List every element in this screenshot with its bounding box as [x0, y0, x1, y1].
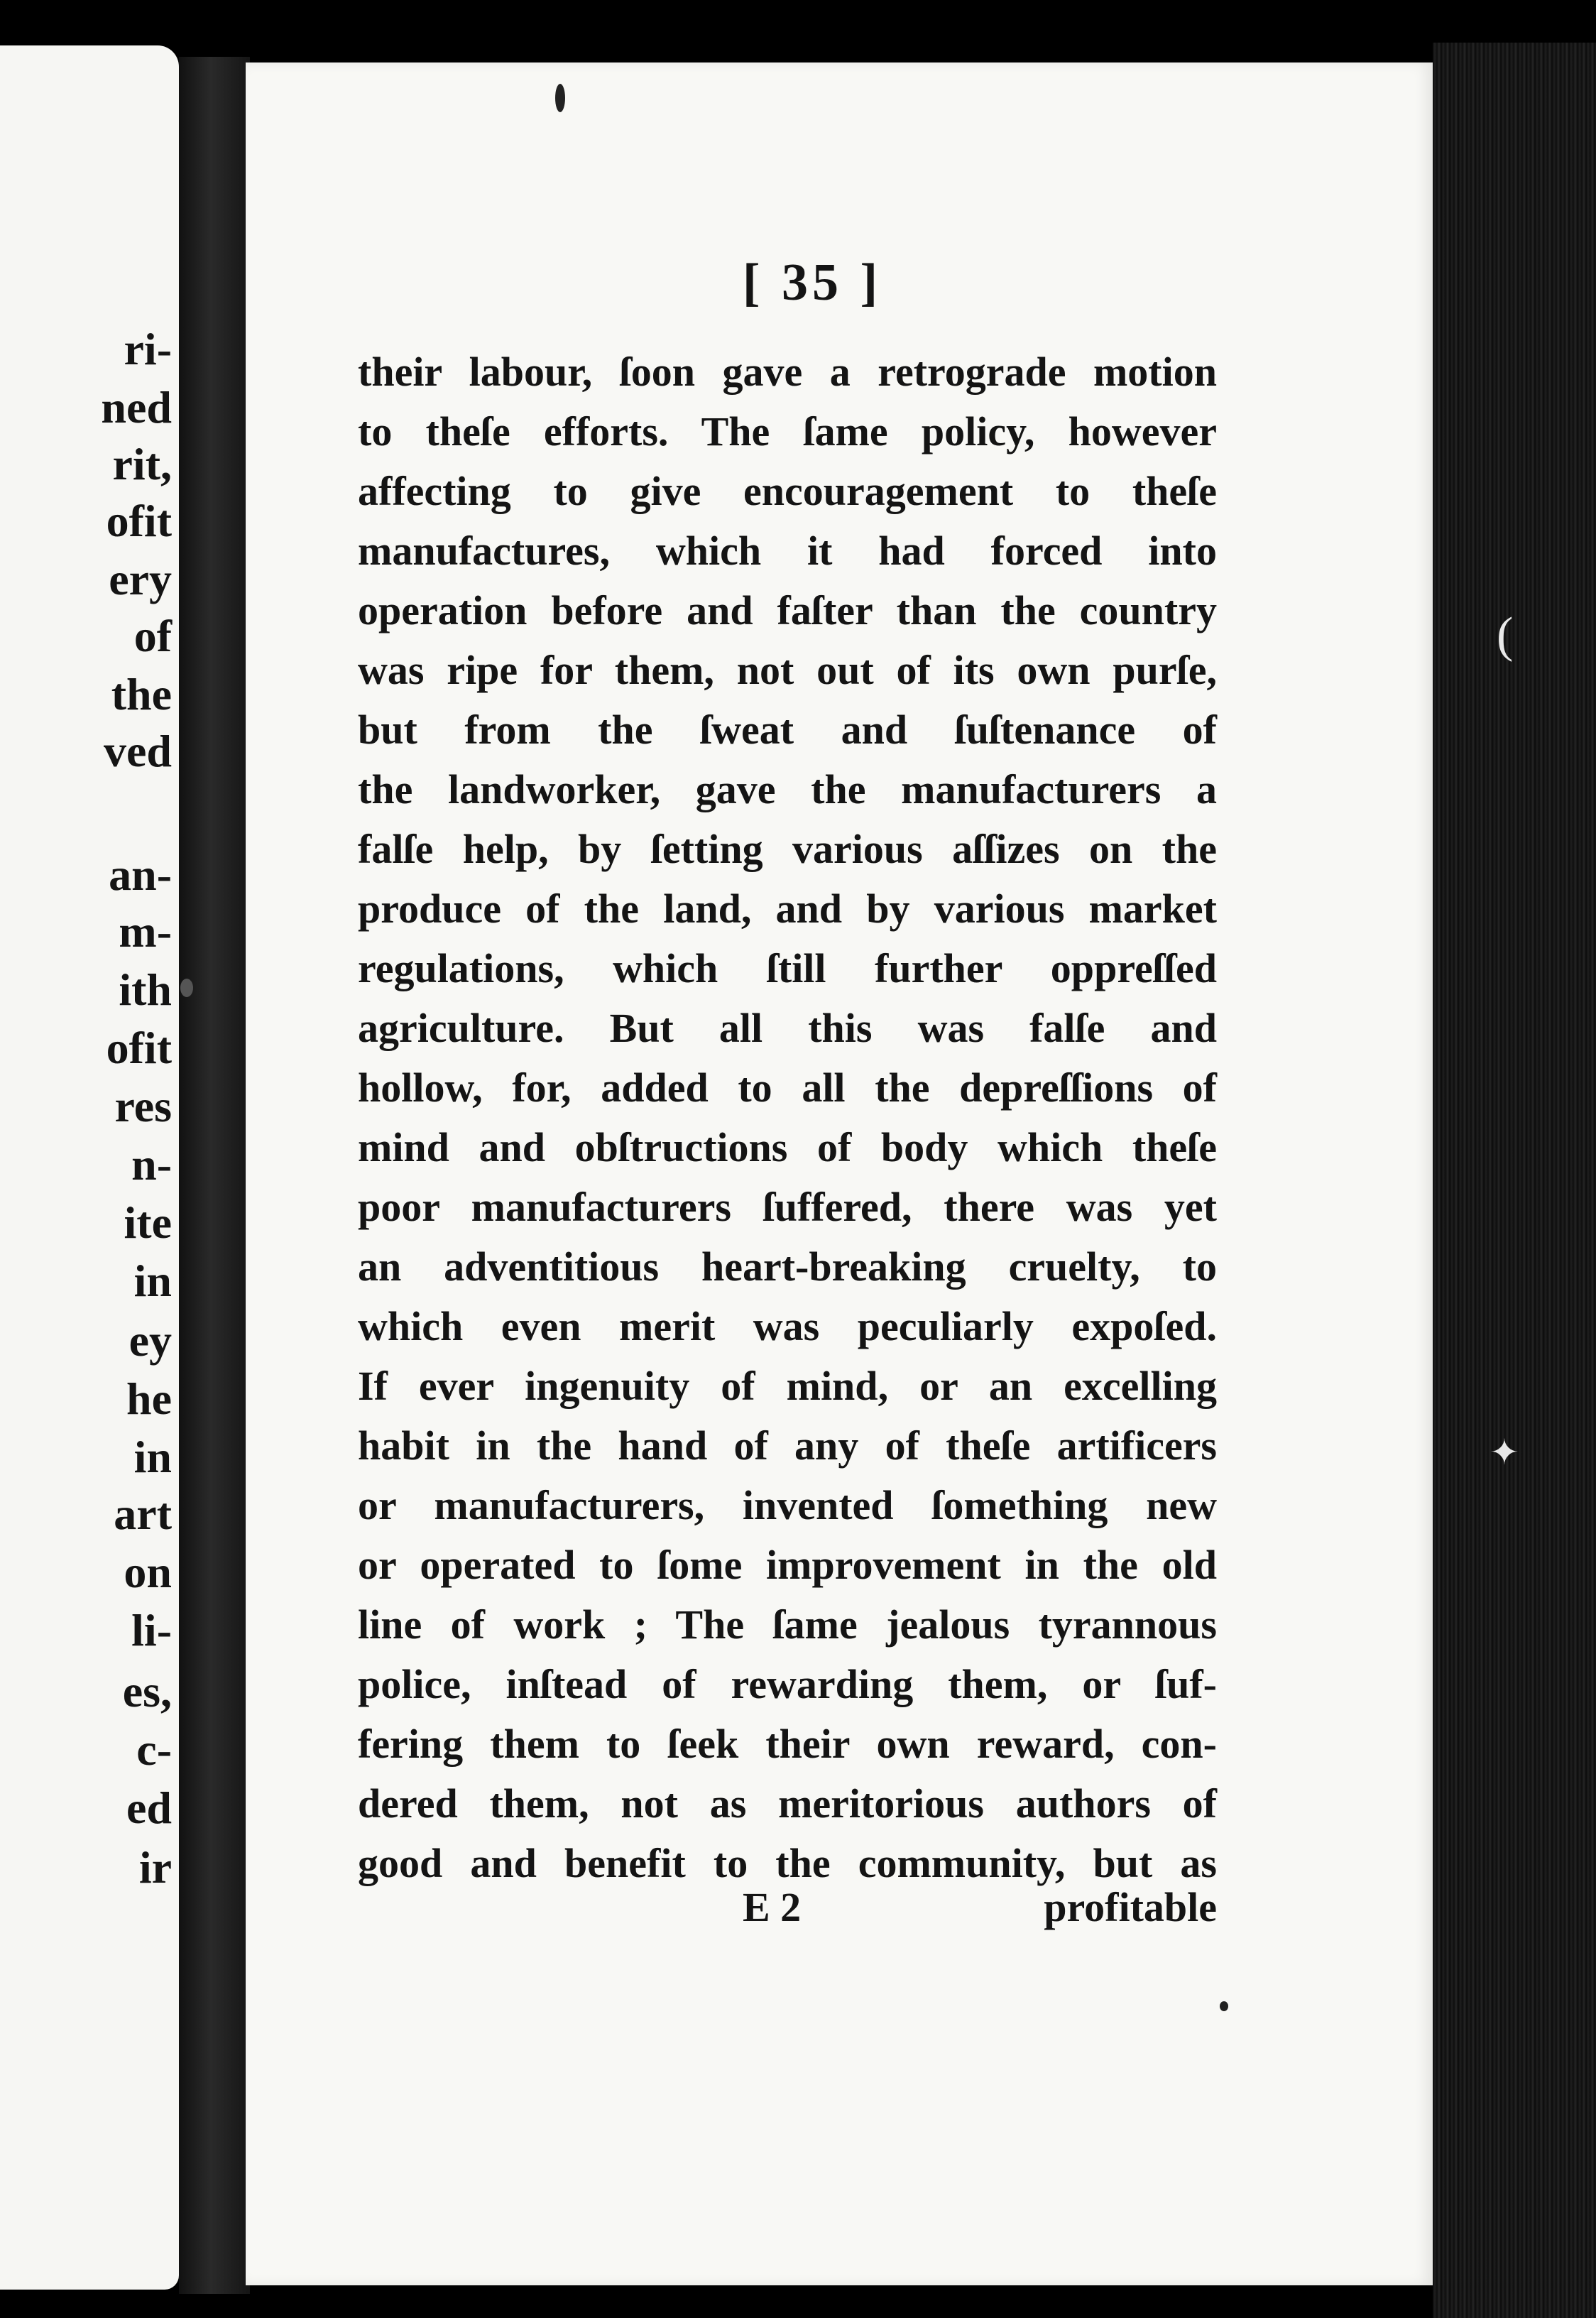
left-page-line: ery: [109, 554, 172, 604]
paper-speck: [555, 84, 565, 112]
left-page-line: ri-: [124, 324, 172, 374]
text-line: falſe help, by ſetting various aſſizes on the: [358, 826, 1217, 872]
left-page-line: ofit: [106, 496, 172, 546]
page-footer: [358, 1878, 1217, 1937]
text-line: agriculture. But all this was falſe and: [358, 1005, 1217, 1051]
left-page-line: in: [133, 1256, 172, 1306]
left-page-line: the: [111, 669, 172, 719]
left-page-line: li-: [131, 1605, 172, 1655]
text-line: operation before and faſter than the country: [358, 587, 1217, 633]
signature-mark: E 2: [743, 1884, 802, 1930]
text-line: mind and obſtructions of body which theſe: [358, 1124, 1217, 1170]
text-line: fering them to ſeek their own reward, con-: [358, 1721, 1217, 1767]
text-line: or operated to ſome improvement in the old: [358, 1542, 1217, 1588]
page-number-header: [ 35 ]: [742, 254, 882, 312]
paper-speck: [1220, 2001, 1228, 2011]
text-line: affecting to give encouragement to theſe: [358, 468, 1217, 514]
left-page-line: m-: [119, 906, 172, 957]
left-page-line: rit,: [112, 439, 172, 489]
edge-mark-lower: ✦: [1490, 1432, 1519, 1472]
left-page-fragment: [0, 45, 179, 2290]
left-page-line: es,: [122, 1666, 172, 1716]
text-line: habit in the hand of any of theſe artificers: [358, 1422, 1217, 1469]
text-line: manufactures, which it had forced into: [358, 528, 1217, 574]
left-page-line: art: [114, 1489, 172, 1539]
text-line: which even merit was peculiarly expoſed.: [358, 1303, 1217, 1349]
text-line: hollow, for, added to all the depreſſions of: [358, 1065, 1217, 1111]
catchword: profitable: [1044, 1884, 1217, 1930]
left-page-line: c-: [136, 1724, 172, 1775]
text-line: police, inſtead of rewarding them, or ſuf-: [358, 1661, 1217, 1707]
left-page-line: ir: [138, 1842, 172, 1893]
edge-mark-upper: (: [1497, 608, 1514, 663]
text-line: line of work ; The ſame jealous tyrannous: [358, 1601, 1217, 1648]
text-line: to theſe efforts. The ſame policy, however: [358, 408, 1217, 455]
left-page-line: ith: [119, 964, 172, 1015]
page-edges: [1433, 43, 1596, 2318]
text-line: regulations, which ſtill further oppreſſed: [358, 945, 1217, 991]
text-line: their labour, ſoon gave a retrograde motion: [358, 349, 1217, 395]
text-line: but from the ſweat and ſuſtenance of: [358, 707, 1217, 753]
text-line: poor manufacturers ſuffered, there was yet: [358, 1184, 1217, 1230]
left-page-line: ite: [124, 1197, 172, 1248]
text-line: was ripe for them, not out of its own purſe,: [358, 647, 1217, 693]
left-page-line: res: [114, 1081, 172, 1131]
text-line: dered them, not as meritorious authors of: [358, 1780, 1217, 1827]
text-line: the landworker, gave the manufacturers a: [358, 766, 1217, 812]
paper-speck: [180, 979, 193, 997]
left-page-line: ed: [126, 1783, 172, 1833]
body-text: [358, 342, 1217, 1893]
text-line: produce of the land, and by various market: [358, 886, 1217, 932]
left-page-line: ved: [104, 726, 172, 776]
book-gutter: [179, 57, 250, 2294]
left-page-line: an-: [109, 849, 172, 900]
left-page-line: n-: [131, 1139, 172, 1190]
left-page-line: on: [124, 1547, 172, 1597]
text-line: good and benefit to the community, but as: [358, 1840, 1217, 1886]
left-page-line: he: [126, 1373, 172, 1424]
text-line: or manufacturers, invented ſomething new: [358, 1482, 1217, 1528]
left-page-line: in: [133, 1432, 172, 1482]
left-page-line: of: [133, 611, 172, 661]
text-line: an adventitious heart-breaking cruelty, to: [358, 1244, 1217, 1290]
left-page-line: ey: [129, 1315, 172, 1366]
left-page-line: ned: [101, 382, 172, 432]
text-line: If ever ingenuity of mind, or an excelling: [358, 1363, 1217, 1409]
left-page-line: ofit: [106, 1023, 172, 1073]
